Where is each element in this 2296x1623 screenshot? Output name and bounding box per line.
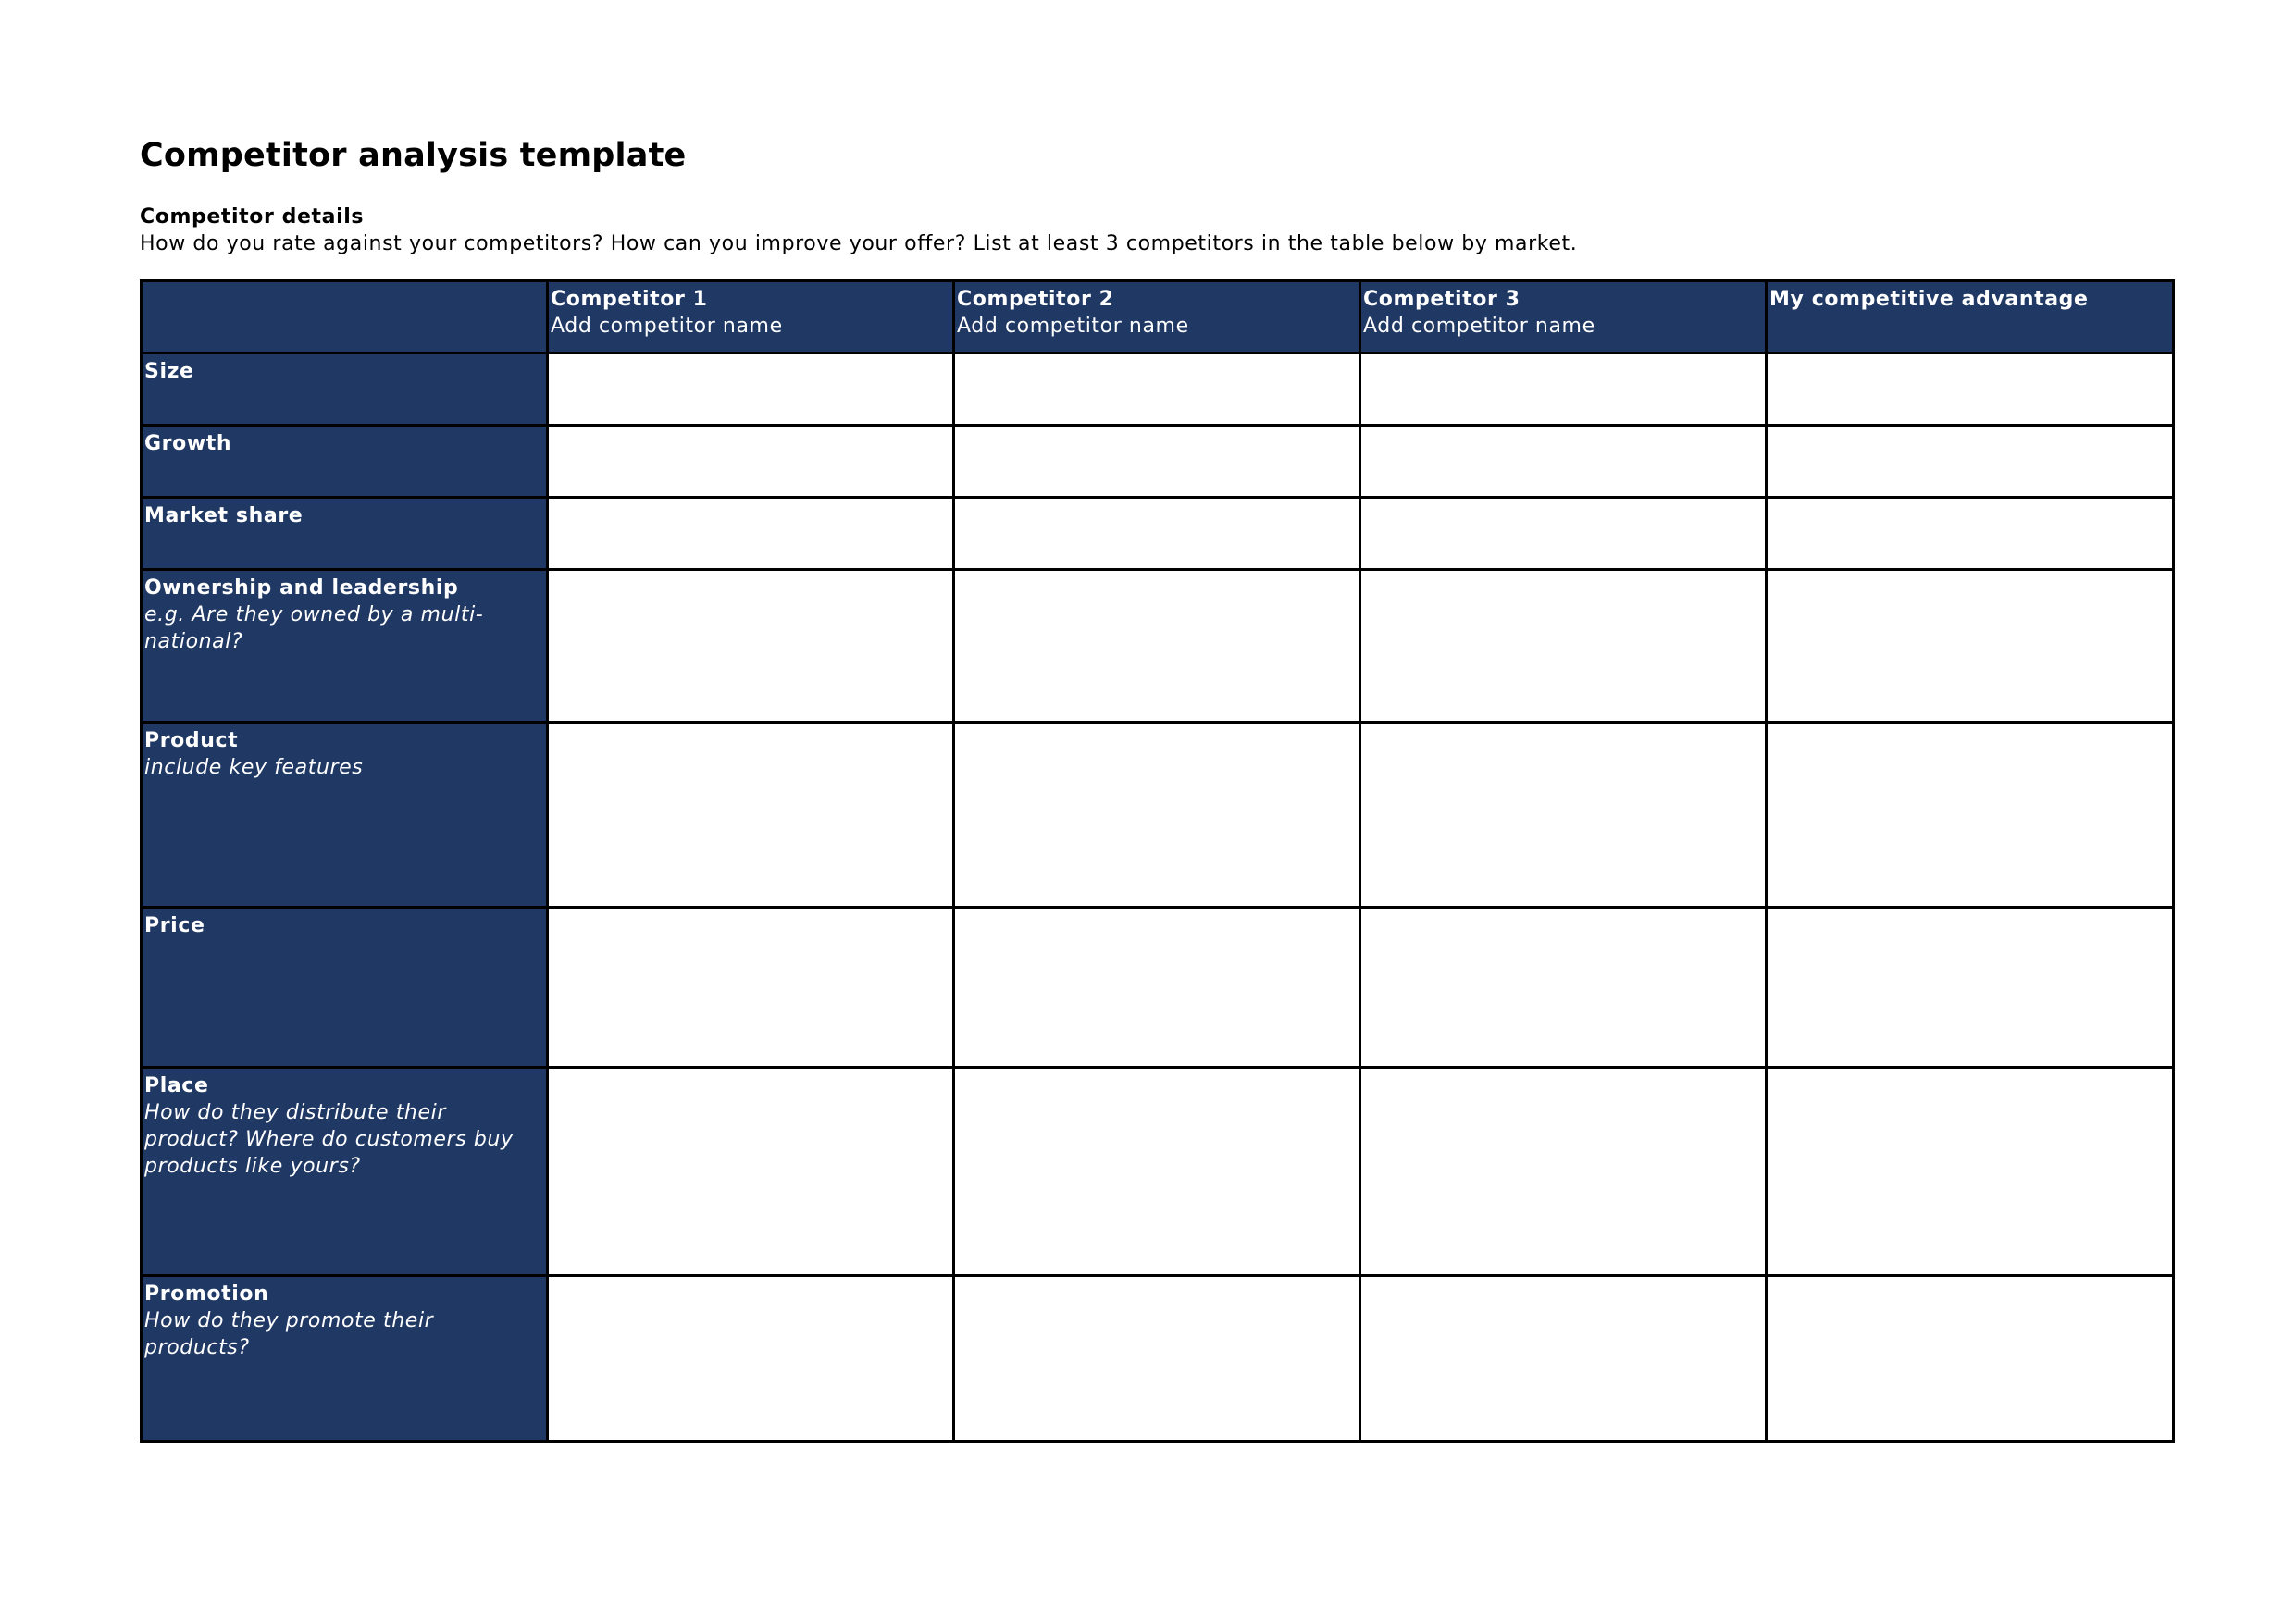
column-header-competitor-2 — [954, 281, 1360, 353]
column-subtitle[interactable]: Add competitor name — [957, 315, 1189, 338]
table-cell[interactable] — [1360, 908, 1767, 1068]
row-label: Size — [144, 360, 194, 383]
table-cell[interactable] — [1767, 723, 2174, 908]
section-heading: Competitor details — [140, 205, 365, 229]
table-cell[interactable] — [954, 570, 1360, 723]
page-title: Competitor analysis template — [140, 137, 687, 174]
table-header-row — [142, 281, 2174, 353]
table-row — [142, 426, 2174, 498]
table-cell[interactable] — [548, 723, 954, 908]
table-cell[interactable] — [1767, 353, 2174, 426]
row-header-product — [142, 723, 548, 908]
table-cell[interactable] — [1767, 1276, 2174, 1442]
table-row — [142, 908, 2174, 1068]
column-title: Competitor 2 — [957, 288, 1114, 311]
table-cell[interactable] — [1360, 1276, 1767, 1442]
table-cell[interactable] — [548, 353, 954, 426]
table-row — [142, 1276, 2174, 1442]
row-header-growth — [142, 426, 548, 498]
row-header-price — [142, 908, 548, 1068]
table-cell[interactable] — [548, 1276, 954, 1442]
table-cell[interactable] — [1767, 426, 2174, 498]
table-cell[interactable] — [954, 426, 1360, 498]
table-cell[interactable] — [954, 498, 1360, 570]
column-title: My competitive advantage — [1769, 288, 2089, 311]
column-header-competitor-1 — [548, 281, 954, 353]
row-label: Growth — [144, 432, 232, 455]
table-cell[interactable] — [1360, 498, 1767, 570]
row-label: Ownership and leadership — [144, 576, 459, 600]
table-cell[interactable] — [954, 908, 1360, 1068]
table-cell[interactable] — [1360, 1068, 1767, 1276]
table-cell[interactable] — [1360, 570, 1767, 723]
table-row — [142, 723, 2174, 908]
table-cell[interactable] — [1767, 498, 2174, 570]
table-row — [142, 353, 2174, 426]
table-cell[interactable] — [1360, 723, 1767, 908]
table-cell[interactable] — [548, 1068, 954, 1276]
row-header-market-share — [142, 498, 548, 570]
table-row — [142, 570, 2174, 723]
table-cell[interactable] — [548, 426, 954, 498]
column-title: Competitor 3 — [1363, 288, 1520, 311]
table-row — [142, 498, 2174, 570]
row-hint: e.g. Are they owned by a multi-national? — [144, 603, 484, 653]
row-header-place — [142, 1068, 548, 1276]
row-hint: How do they promote their products? — [144, 1309, 434, 1359]
table-cell[interactable] — [1360, 353, 1767, 426]
row-hint: How do they distribute their product? Where do customers buy products like yours? — [144, 1101, 514, 1178]
column-header-my-advantage — [1767, 281, 2174, 353]
table-cell[interactable] — [1767, 908, 2174, 1068]
row-label: Price — [144, 914, 205, 937]
table-row — [142, 1068, 2174, 1276]
row-label: Market share — [144, 504, 304, 527]
row-header-size — [142, 353, 548, 426]
column-header-competitor-3 — [1360, 281, 1767, 353]
row-header-promotion — [142, 1276, 548, 1442]
table-cell[interactable] — [954, 1068, 1360, 1276]
row-label: Product — [144, 729, 239, 752]
column-subtitle[interactable]: Add competitor name — [551, 315, 783, 338]
row-label: Promotion — [144, 1282, 269, 1306]
table-cell[interactable] — [548, 908, 954, 1068]
table-cell[interactable] — [548, 570, 954, 723]
row-label: Place — [144, 1074, 209, 1097]
table-cell[interactable] — [1360, 426, 1767, 498]
table-cell[interactable] — [954, 1276, 1360, 1442]
table-cell[interactable] — [954, 353, 1360, 426]
competitor-table — [140, 279, 2175, 1443]
table-cell[interactable] — [548, 498, 954, 570]
column-title: Competitor 1 — [551, 288, 708, 311]
row-hint: include key features — [144, 756, 364, 779]
table-cell[interactable] — [1767, 1068, 2174, 1276]
column-subtitle[interactable]: Add competitor name — [1363, 315, 1595, 338]
table-cell[interactable] — [954, 723, 1360, 908]
instructions-text: How do you rate against your competitors? How can you improve your offer? List at least 3 competitors in the table below by market. — [140, 232, 1578, 255]
table-cell[interactable] — [1767, 570, 2174, 723]
header-corner-cell — [142, 281, 548, 353]
row-header-ownership — [142, 570, 548, 723]
